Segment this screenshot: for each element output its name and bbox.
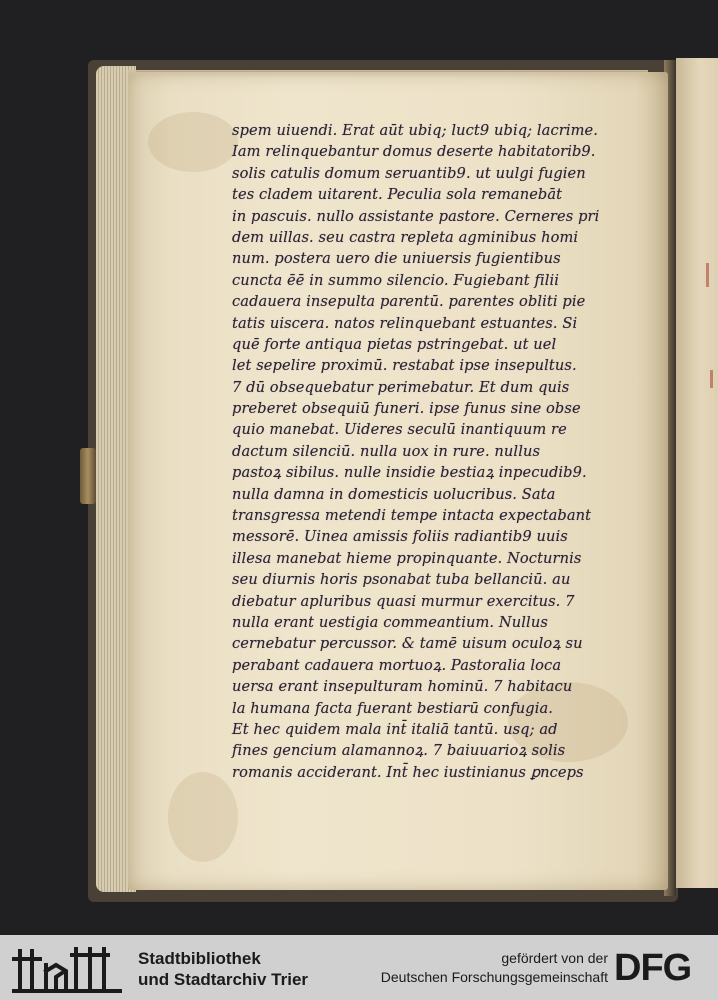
manuscript-line: cernebatur percussor. & tamē uisum oculoꝝ su — [232, 635, 583, 653]
manuscript-line: pastoꝝ sibilus. nulle insidie bestiaꝝ inpecudib9. — [232, 464, 587, 482]
manuscript-line: Et hec quidem mala int̄ italiā tantū. usq; ad — [232, 720, 558, 738]
facing-page-rubric-mark — [706, 263, 709, 287]
stadtbibliothek-trier-logo-icon — [12, 941, 122, 995]
book-clasp — [80, 448, 96, 504]
funding-line2: Deutschen Forschungsgemeinschaft — [380, 969, 608, 985]
manuscript-line: nulla damna in domesticis uolucribus. Sata — [232, 485, 556, 503]
footer-banner — [0, 935, 718, 1000]
manuscript-line: Iam relinquebantur domus deserte habitatorib9. — [232, 143, 596, 161]
facing-page — [676, 58, 718, 888]
manuscript-line: diebatur apluribus quasi murmur exercitus. 7 — [232, 592, 575, 610]
funding-note — [381, 949, 608, 987]
institution-name — [138, 948, 308, 990]
manuscript-line: cuncta ēē in summo silencio. Fugiebant filii — [232, 271, 560, 289]
manuscript-line: tatis uiscera. natos relinquebant estuantes. Si — [232, 314, 578, 332]
manuscript-line: la humana facta fuerant bestiarū confugia. — [232, 699, 554, 717]
manuscript-line: romanis acciderant. Int̄ hec iustinianus ꝑnceps — [232, 763, 584, 781]
manuscript-line: cadauera insepulta parentū. parentes obliti pie — [232, 293, 586, 311]
manuscript-line: spem uiuendi. Erat aūt ubiq; luct9 ubiq; lacrime. — [232, 122, 599, 139]
institution-name-line1: Stadtbibliothek — [138, 949, 261, 968]
manuscript-line: let sepelire proximū. restabat ipse insepultus. — [232, 357, 577, 375]
manuscript-line: messorē. Uinea amissis foliis radiantib9 uuis — [232, 528, 568, 546]
institution-name-line2: und Stadtarchiv Trier — [138, 970, 309, 989]
facing-page-rubric-mark — [710, 370, 713, 388]
manuscript-line: fines gencium alamannoꝝ. 7 baiuuarioꝝ solis — [232, 742, 566, 760]
manuscript-line: transgressa metendi tempe intacta expectabant — [232, 507, 592, 525]
parchment-stain — [168, 772, 238, 862]
manuscript-line: in pascuis. nullo assistante pastore. Cerneres pri — [232, 207, 600, 225]
manuscript-line: dactum silenciū. nulla uox in rure. nullus — [232, 442, 541, 460]
manuscript-text-block — [232, 120, 644, 783]
manuscript-line: num. postera uero die uniuersis fugientibus — [232, 250, 561, 268]
manuscript-line: solis catulis domum seruantib9. ut uulgi fugien — [232, 164, 586, 182]
manuscript-line: illesa manebat hieme propinquante. Nocturnis — [232, 549, 582, 567]
manuscript-line: dem uillas. seu castra repleta agminibus homi — [232, 228, 579, 246]
manuscript-line: preberet obsequiū funeri. ipse funus sine obse — [232, 400, 581, 418]
manuscript-line: nulla erant uestigia commeantium. Nullus — [232, 613, 548, 631]
manuscript-line: uersa erant insepulturam hominū. 7 habitacu — [232, 678, 573, 696]
page-top-shadow — [128, 70, 648, 78]
manuscript-line: tes cladem uitarent. Peculia sola remanebāt — [232, 186, 563, 204]
manuscript-line: quē forte antiqua pietas pstringebat. ut uel — [232, 335, 557, 353]
dfg-logo: DFG — [614, 947, 692, 989]
manuscript-line: 7 dū obsequebatur perimebatur. Et dum quis — [232, 378, 570, 396]
parchment-stain — [148, 112, 238, 172]
manuscript-line: perabant cadauera mortuoꝝ. Pastoralia loca — [232, 656, 562, 674]
manuscript-line: seu diurnis horis psonabat tuba bellanciū. au — [232, 571, 571, 589]
funding-line1: gefördert von der — [501, 950, 608, 966]
manuscript-line: quio manebat. Uideres seculū inantiquum re — [232, 421, 567, 439]
